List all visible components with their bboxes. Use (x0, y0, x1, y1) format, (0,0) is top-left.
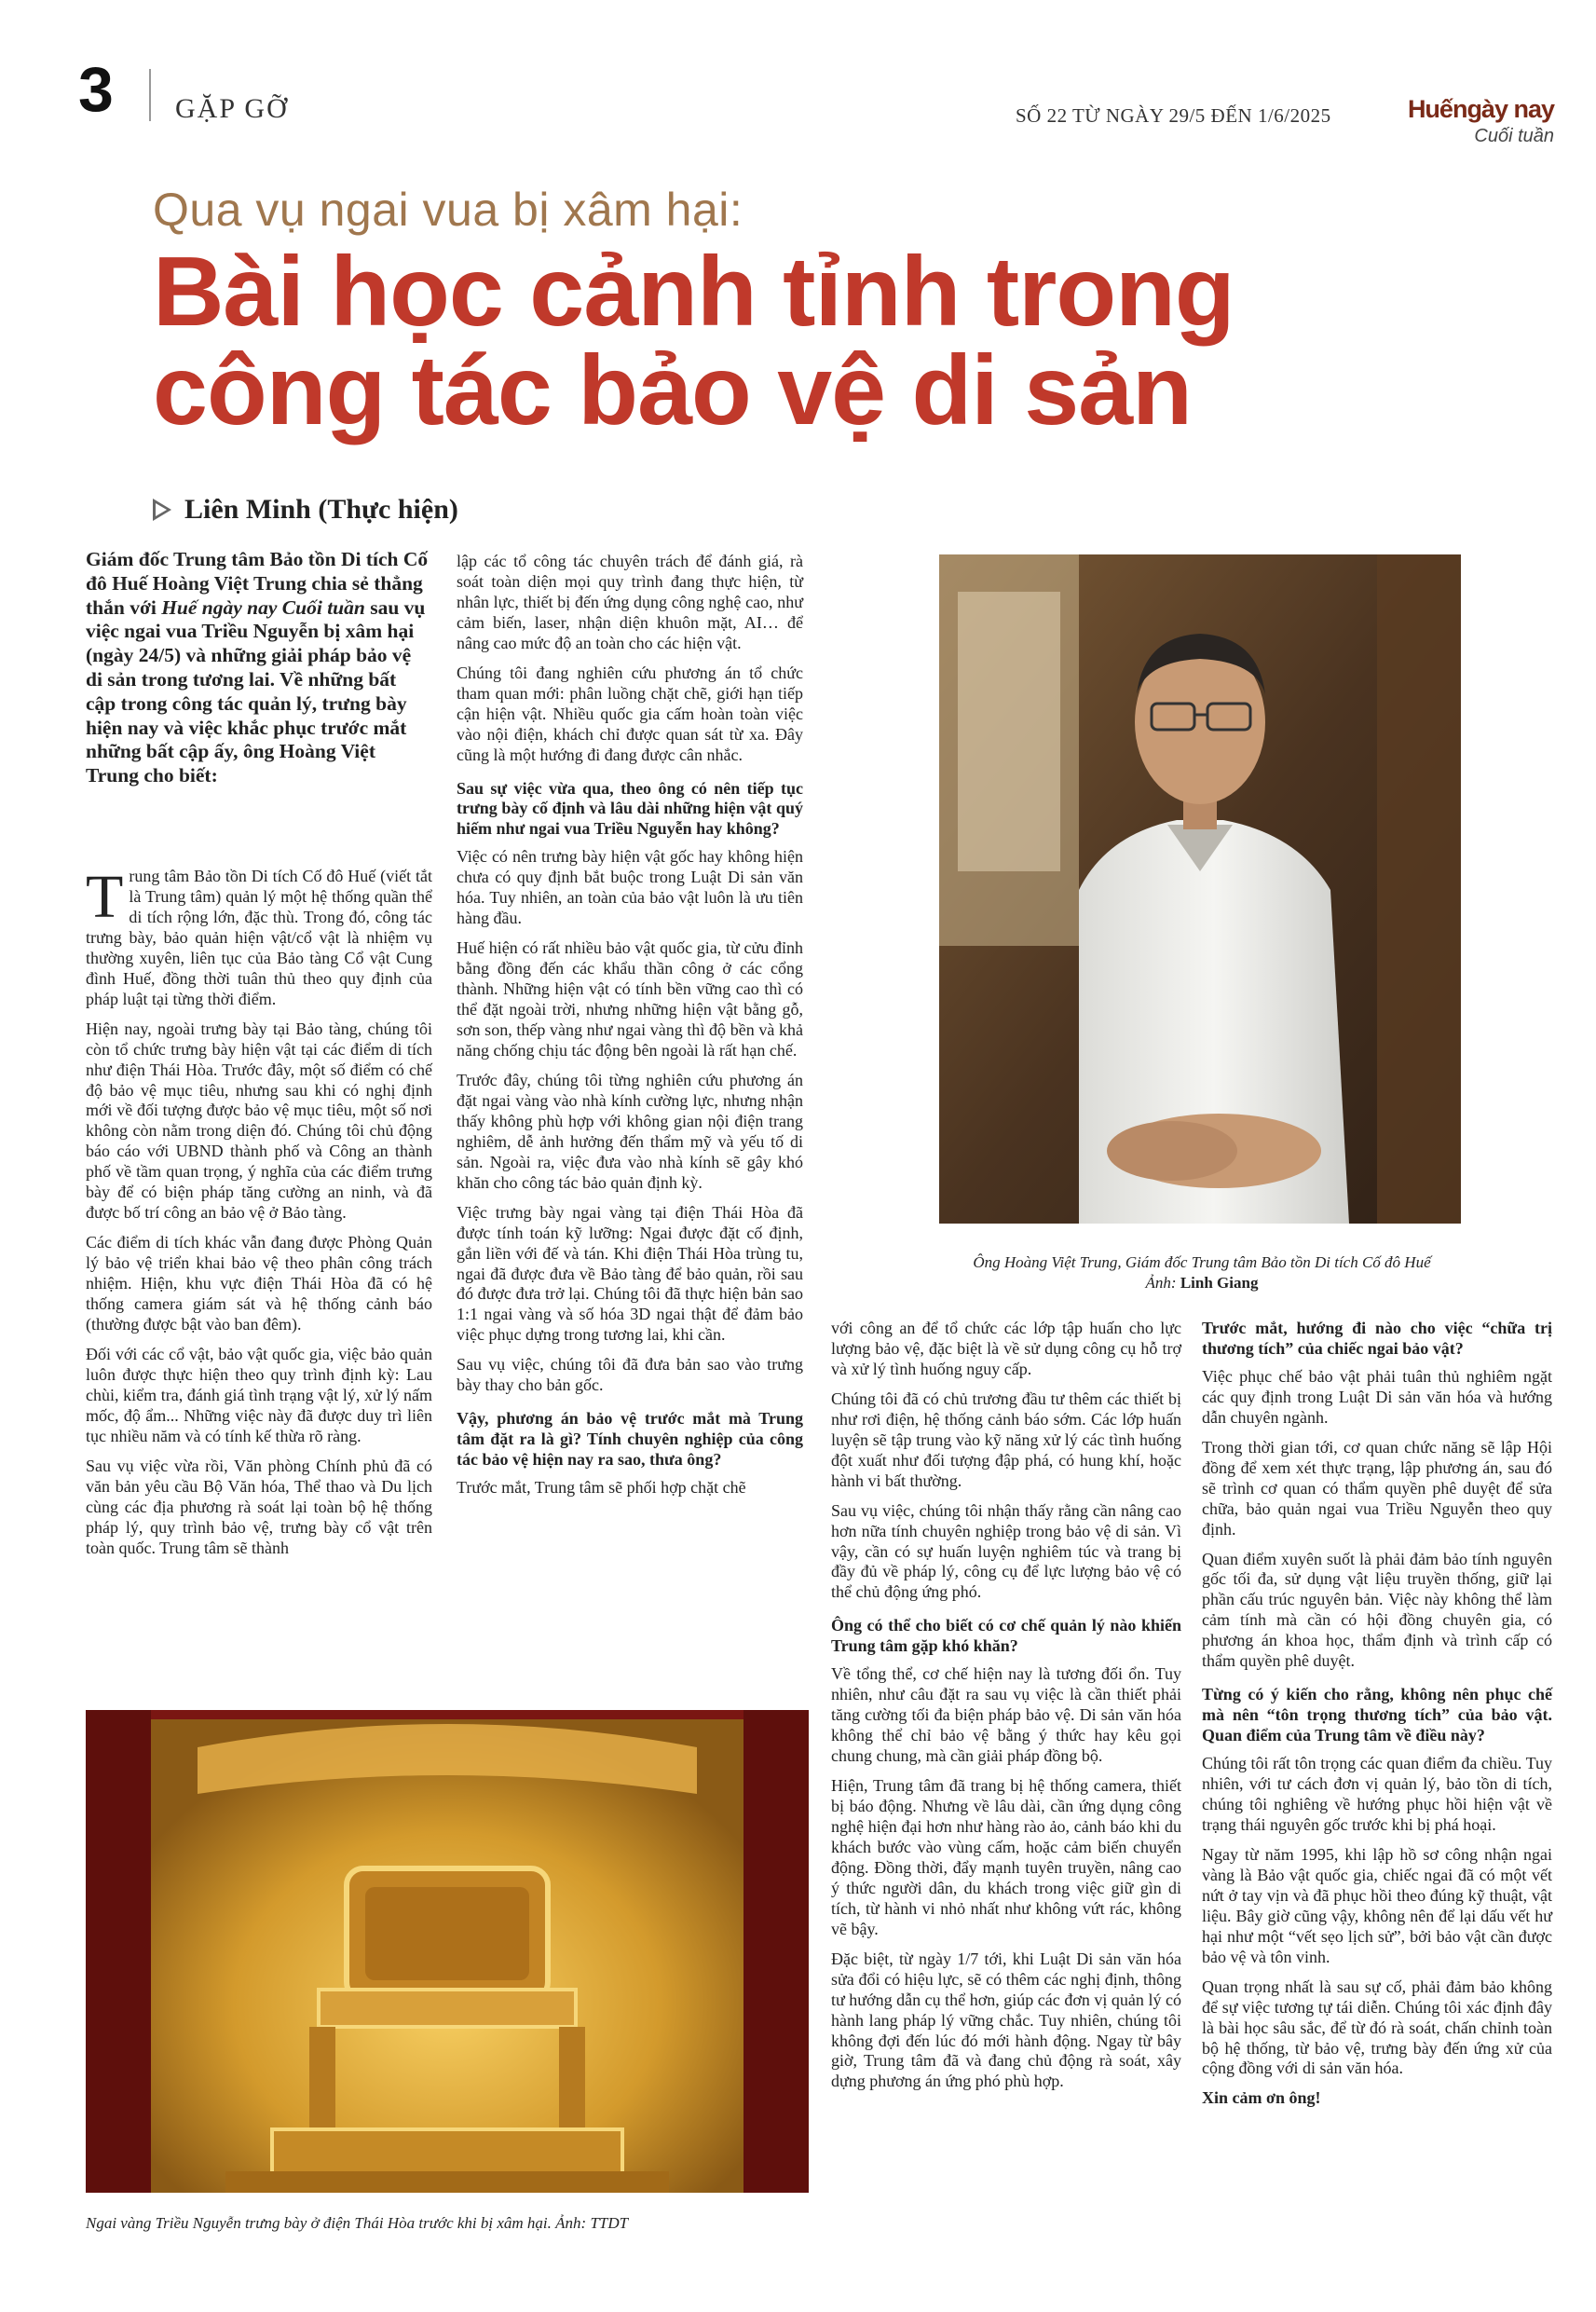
photo-credit: Linh Giang (1180, 1274, 1259, 1293)
paragraph: Về tổng thể, cơ chế hiện nay là tương đối ổn. Tuy nhiên, như câu đặt ra sau vụ việc là cần thiết phải tăng cường tối đa biện pháp bảo vệ. Di sản văn hóa không thể chỉ bảo vệ bằng ý thức hay kêu gọi chung chung, mà cần giải pháp đồng bộ. (831, 1664, 1181, 1766)
paragraph: Hiện nay, ngoài trưng bày tại Bảo tàng, chúng tôi còn tổ chức trưng bày hiện vật tại các điểm di tích như điện Thái Hòa. Trước đây, một số điểm có chế độ bảo vệ mục tiêu, nhưng sau khi có nghị định mới về đối tượng được bảo vệ mục tiêu, một số nơi không còn nằm trong diện đó. Chúng tôi chủ động báo cáo với UBND thành phố và Công an thành phố về tầm quan trọng, ý nghĩa của các điểm trưng bày để có biện pháp tăng cường an ninh, và đã được bố trí công an bảo vệ ở Bảo tàng. (86, 1019, 432, 1223)
paragraph: Đối với các cổ vật, bảo vật quốc gia, việc bảo quản luôn được thực hiện theo quy trình định kỳ: Lau chùi, kiểm tra, đánh giá tình trạng vật lý, xử lý nấm mốc, độ ẩm... Những việc này đã được duy trì liên tục nhiều năm và có tính kế thừa rõ ràng. (86, 1344, 432, 1445)
interview-question: Ông có thể cho biết có cơ chế quản lý nào khiến Trung tâm gặp khó khăn? (831, 1616, 1181, 1656)
drop-cap: T (86, 863, 124, 931)
paragraph: Đặc biệt, từ ngày 1/7 tới, khi Luật Di sản văn hóa sửa đổi có hiệu lực, sẽ có thêm các nghị định, thông tư hướng dẫn cụ thể hơn, giúp các đơn vị quản lý có hành lang pháp lý vững chắc. Tuy nhiên, chúng tôi không đợi đến lúc đó mới hành động. Ngay từ bây giờ, Trung tâm đã và đang chủ động rà soát, xây dựng phương án ứng phó phù hợp. (831, 1949, 1181, 2091)
play-triangle-icon (153, 499, 171, 521)
paragraph: Ngay từ năm 1995, khi lập hồ sơ công nhận ngai vàng là Bảo vật quốc gia, chiếc ngai đã có một vết nứt ở tay vịn và đã phục hồi theo đúng kỹ thuật, vật liệu. Bây giờ cũng vậy, không nên để lại dấu vết hư hại như một “vết sẹo lịch sử”, bởi bảo vật cần được bảo vệ và tôn vinh. (1202, 1844, 1552, 1966)
byline-text: Liên Minh (Thực hiện) (184, 494, 458, 525)
section-label: GẶP GỠ (175, 93, 289, 124)
issue-date: SỐ 22 TỪ NGÀY 29/5 ĐẾN 1/6/2025 (1016, 104, 1331, 127)
paragraph: Việc có nên trưng bày hiện vật gốc hay không hiện chưa có quy định bắt buộc trong Luật Di sản văn hóa. Tuy nhiên, an toàn của bảo vật luôn là ưu tiên hàng đầu. (457, 847, 803, 928)
paragraph: Chúng tôi đang nghiên cứu phương án tổ chức tham quan mới: phân luồng chặt chẽ, giới hạn tiếp cận hiện vật. Nhiều quốc gia cấm hoàn toàn việc vào nội điện, khách chỉ được quan sát từ xa. Đây cũng là một hướng đi đang được cân nhắc. (457, 663, 803, 764)
article-column-3 (831, 1319, 1181, 2101)
throne-photo (86, 1710, 809, 2193)
publication-name: Huếngày nay (1407, 95, 1554, 123)
article-column-1 (86, 863, 432, 1568)
paragraph: Chúng tôi rất tôn trọng các quan điểm đa chiều. Tuy nhiên, với tư cách đơn vị quản lý, bảo tồn di tích, chúng tôi nghiêng về hướng phục hồi hiện vật về trạng thái nguyên gốc trước khi bị phá hoại. (1202, 1754, 1552, 1834)
paragraph: với công an để tổ chức các lớp tập huấn cho lực lượng bảo vệ, đặc biệt là về sử dụng công cụ hỗ trợ và xử lý tình huống nguy cấp. (831, 1319, 1181, 1378)
paragraph: Hiện, Trung tâm đã trang bị hệ thống camera, thiết bị báo động. Nhưng về lâu dài, cần ứng dụng công nghệ hiện đại hơn như hàng rào ảo, cảnh báo khi du khách bước vào vùng cấm, hoặc cảm biến chuyển động. Đồng thời, đẩy mạnh tuyên truyền, nâng cao ý thức người dân, du khách trong việc giữ gìn di tích, từ hành vi nhỏ nhất như không vứt rác, không vẽ bậy. (831, 1776, 1181, 1938)
portrait-caption: Ông Hoàng Việt Trung, Giám đốc Trung tâm Bảo tồn Di tích Cố đô Huế Ảnh: Linh Giang (973, 1253, 1431, 1293)
page-number: 3 (78, 54, 114, 125)
photo-credit-label: Ảnh: (1145, 1274, 1177, 1293)
publication-edition: Cuối tuần (1474, 126, 1554, 146)
publication-mention: Huế ngày nay Cuối tuần (161, 595, 365, 619)
paragraph: Sau vụ việc, chúng tôi nhận thấy rằng cần nâng cao hơn nữa tính chuyên nghiệp trong bảo vệ di sản. Vì vậy, cần có sự huấn luyện nghiêm túc và trang bị đầy đủ về pháp lý, công cụ để lực lượng bảo vệ có thể chủ động ứng phó. (831, 1500, 1181, 1602)
header-divider (149, 69, 151, 121)
interview-question: Từng có ý kiến cho rằng, không nên phục chế mà nên “tôn trọng thương tích” của bảo vật. Quan điểm của Trung tâm về điều này? (1202, 1685, 1552, 1745)
portrait-illustration (939, 554, 1461, 1224)
headline-line-1: Bài học cảnh tỉnh trong (153, 237, 1235, 347)
paragraph: Việc phục chế bảo vật phải tuân thủ nghiêm ngặt các quy định trong Luật Di sản văn hóa và hướng dẫn chuyên ngành. (1202, 1366, 1552, 1427)
paragraph: Chúng tôi đã có chủ trương đầu tư thêm các thiết bị như rơi điện, hệ thống cảnh báo sớm. Các lớp huấn luyện sẽ tập trung vào kỹ năng xử lý các tình huống đột xuất như đối tượng đập phá, có hung khí, hoặc hành vi bất thường. (831, 1389, 1181, 1490)
paragraph: Huế hiện có rất nhiều bảo vật quốc gia, từ cửu đỉnh bằng đồng đến các khẩu thần công ở các cổng thành. Những hiện vật có tính bền vững cao thì có thể đặt ngoài trời, nhưng những hiện vật bằng gỗ, sơn son, thếp vàng như ngai vàng thì độ bền và khả năng chống chịu tác động bên ngoài là rất hạn chế. (457, 938, 803, 1060)
closing-line: Xin cảm ơn ông! (1202, 2088, 1321, 2108)
paragraph: Các điểm di tích khác vẫn đang được Phòng Quản lý bảo vệ triển khai bảo vệ theo phân công trách nhiệm. Hiện, khu vực điện Thái Hòa đã có hệ thống camera giám sát và hệ thống cảnh báo (thường được bật vào ban đêm). (86, 1233, 432, 1334)
paragraph: Trung tâm Bảo tồn Di tích Cố đô Huế (viết tắt là Trung tâm) quản lý một hệ thống quần thể di tích rộng lớn, đặc thù. Trong đó, công tác trưng bày, bảo quản hiện vật/cổ vật là nhiệm vụ thường xuyên, liên tục của Bảo tàng Cổ vật Cung đình Huế, đồng thời tuân thủ theo quy định của pháp luật tại từng thời điểm. (86, 863, 432, 1008)
paragraph: Quan điểm xuyên suốt là phải đảm bảo tính nguyên gốc tối đa, sử dụng vật liệu truyền thống, giữ lại phần cấu trúc nguyên bản. Việc này không thể làm cảm tính mà cần có hội đồng chuyên gia, có phương án khoa học, thẩm định và trình cấp có thẩm quyền phê duyệt. (1202, 1549, 1552, 1671)
throne-illustration (86, 1710, 809, 2193)
paragraph: Sau vụ việc, chúng tôi đã đưa bản sao vào trưng bày thay cho bản gốc. (457, 1355, 803, 1395)
publication-logo (1405, 95, 1554, 147)
kicker: Qua vụ ngai vua bị xâm hại: (153, 184, 743, 236)
portrait-photo (939, 554, 1461, 1224)
article-column-2 (457, 552, 803, 1508)
headline-line-2: công tác bảo vệ di sản (153, 335, 1192, 445)
paragraph: Quan trọng nhất là sau sự cố, phải đảm bảo không để sự việc tương tự tái diễn. Chúng tôi xác định đây là bài học sâu sắc, để từ đó rà soát, chấn chỉnh toàn bộ hệ thống, từ bảo vệ, trưng bày đến ứng xử của cộng đồng với di sản văn hóa. (1202, 1977, 1552, 2078)
interview-question: Trước mắt, hướng đi nào cho việc “chữa trị thương tích” của chiếc ngai bảo vật? (1202, 1319, 1552, 1358)
throne-caption: Ngai vàng Triều Nguyễn trưng bày ở điện Thái Hòa trước khi bị xâm hại. Ảnh: TTDT (86, 2214, 629, 2232)
interview-question: Sau sự việc vừa qua, theo ông có nên tiếp tục trưng bày cố định và lâu dài những hiện vật quý hiếm như ngai vua Triều Nguyễn hay không? (457, 778, 803, 839)
paragraph: lập các tổ công tác chuyên trách để đánh giá, rà soát toàn diện mọi quy trình đang thực hiện, từ nhân lực, thiết bị đến ứng dụng công nghệ cao, như cảm biến, laser, nhận diện khuôn mặt, AI… để nâng cao mức độ an toàn cho các hiện vật. (457, 552, 803, 652)
lead-paragraph: Giám đốc Trung tâm Bảo tồn Di tích Cố đô Huế Hoàng Việt Trung chia sẻ thẳng thắn với Huế ngày nay Cuối tuần sau vụ việc ngai vua Triều Nguyễn bị xâm hại (ngày 24/5) và những giải pháp bảo vệ di sản trong tương lai. Về những bất cập trong công tác quản lý, trưng bày hiện nay và việc khắc phục trước mắt những bất cập ấy, ông Hoàng Việt Trung cho biết: (86, 548, 429, 787)
paragraph: Trước mắt, Trung tâm sẽ phối hợp chặt chẽ (457, 1478, 746, 1498)
paragraph: Sau vụ việc vừa rồi, Văn phòng Chính phủ đã có văn bản yêu cầu Bộ Văn hóa, Thể thao và Du lịch cùng các địa phương rà soát lại toàn bộ hệ thống pháp lý, quy trình bảo vệ, trưng bày cổ vật trên toàn quốc. Trung tâm sẽ thành (86, 1456, 432, 1557)
interview-question: Vậy, phương án bảo vệ trước mắt mà Trung tâm đặt ra là gì? Tính chuyên nghiệp của công tác bảo vệ hiện nay ra sao, thưa ông? (457, 1409, 803, 1470)
paragraph: Trong thời gian tới, cơ quan chức năng sẽ lập Hội đồng để xem xét thực trạng, lập phương án, sau đó sẽ trình cơ quan có thẩm quyền phê duyệt để sửa chữa, bảo quản ngai vua Triều Nguyễn theo quy định. (1202, 1437, 1552, 1539)
byline (153, 494, 458, 526)
paragraph: Trước đây, chúng tôi từng nghiên cứu phương án đặt ngai vàng vào nhà kính cường lực, nhưng nhận thấy không phù hợp với không gian nội điện trang nghiêm, dễ ảnh hưởng đến thẩm mỹ và yếu tố di sản. Ngoài ra, việc đưa vào nhà kính sẽ gây khó khăn cho công tác bảo quản định kỳ. (457, 1070, 803, 1192)
article-column-4 (1202, 1319, 1552, 2118)
headline (153, 237, 1476, 445)
paragraph: Việc trưng bày ngai vàng tại điện Thái Hòa đã được tính toán kỹ lưỡng: Ngai được đặt cố định, gắn liền với đế và tán. Khi điện Thái Hòa trùng tu, ngai đã được đưa về Bảo tàng để bảo quản, rồi sau đó được đưa trở lại. Chúng tôi đã thực hiện bản sao 1:1 ngai vàng và số hóa 3D ngai thật để đảm bảo việc phục dựng trong tương lai, khi cần. (457, 1202, 803, 1345)
